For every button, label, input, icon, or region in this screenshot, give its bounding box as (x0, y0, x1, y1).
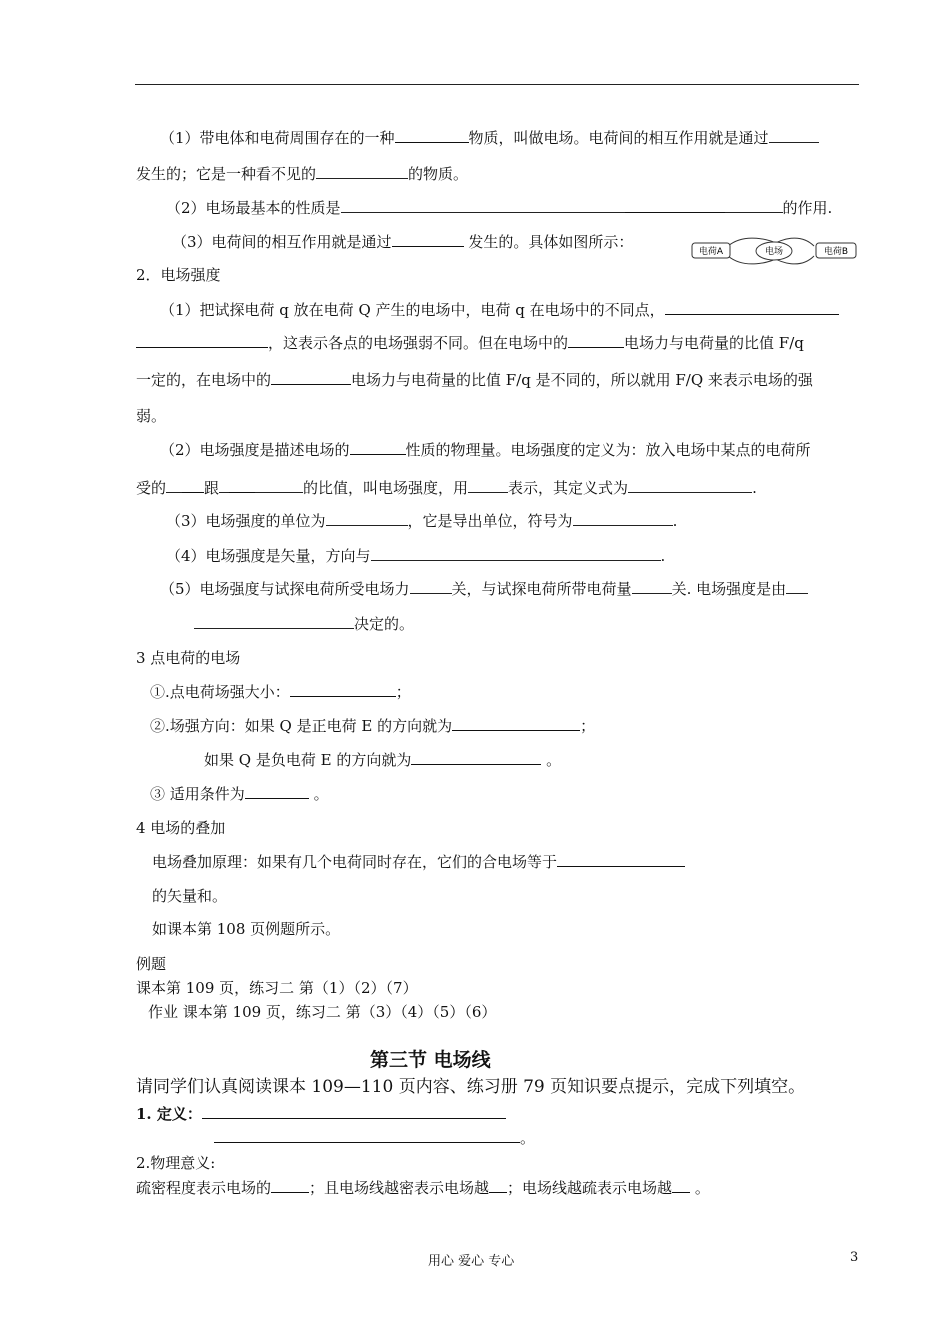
charge-a-label: 电荷A (698, 247, 724, 257)
blank[interactable] (557, 852, 685, 867)
examples-label: 例题 (136, 955, 167, 973)
blank[interactable] (194, 614, 354, 629)
examples-line1: 课本第 109 页，练习二 第（1）（2）（7） (136, 979, 418, 997)
s3-heading: 3 点电荷的电场 (136, 649, 241, 667)
s3-item1: ①.点电荷场强大小： ； (150, 683, 411, 701)
blank[interactable] (628, 478, 752, 493)
blank[interactable] (489, 1178, 507, 1193)
s2-line5: （2）电场强度是描述电场的 性质的物理量。电场强度的定义为：放入电场中某点的电荷所 (160, 441, 811, 459)
blank[interactable] (411, 750, 541, 765)
meaning-label: 2.物理意义: (136, 1154, 216, 1172)
s2-line8: （4）电场强度是矢量，方向与 . (166, 547, 666, 565)
page-number: 3 (850, 1250, 859, 1265)
section-title: 第三节 电场线 (370, 1049, 491, 1071)
blank[interactable] (271, 1178, 309, 1193)
blank[interactable] (672, 1178, 690, 1193)
s4-heading: 4 电场的叠加 (136, 819, 226, 837)
blank[interactable] (341, 198, 625, 213)
s2-line10: 决定的。 (194, 614, 414, 634)
blank[interactable] (452, 716, 580, 731)
blank[interactable] (769, 128, 819, 143)
blank[interactable] (371, 546, 661, 561)
blank[interactable] (468, 478, 508, 493)
blank[interactable] (202, 1104, 506, 1119)
meaning-line: 疏密程度表示电场的 ；且电场线越密表示电场越 ；电场线越疏表示电场越 。 (136, 1179, 710, 1197)
definition-line2: 。 (214, 1128, 535, 1148)
s4-line1: 电场叠加原理：如果有几个电荷同时存在，它们的合电场等于 (152, 852, 685, 872)
definition-line1: 1. 定义： (136, 1104, 506, 1124)
s4-line2: 的矢量和。 (152, 887, 228, 905)
s1-line4: （3）电荷间的相互作用就是通过 发生的。具体如图所示： (172, 233, 634, 251)
blank[interactable] (229, 478, 255, 493)
blank[interactable] (786, 579, 808, 594)
blank[interactable] (136, 333, 268, 348)
section-intro: 请同学们认真阅读课本 109—110 页内容、练习册 79 页知识要点提示，完成下列填空。 (136, 1077, 806, 1097)
s2-heading: 2．电场强度 (136, 266, 221, 284)
blank[interactable] (632, 579, 672, 594)
field-label: 电场 (764, 247, 784, 257)
blank[interactable] (166, 478, 182, 493)
blank[interactable] (271, 370, 351, 385)
s2-line2: ，这表示各点的电场强弱不同。但在电场中的 电场力与电荷量的比值 F/q (136, 333, 804, 353)
s2-line1: （1）把试探电荷 q 放在电荷 Q 产生的电场中，电荷 q 在电场中的不同点， (160, 300, 839, 320)
blank[interactable] (395, 128, 469, 143)
blank[interactable] (625, 198, 725, 213)
blank[interactable] (725, 198, 783, 213)
blank[interactable] (410, 579, 452, 594)
s1-line2: 发生的；它是一种看不见的 的物质。 (136, 165, 469, 183)
blank[interactable] (214, 1128, 520, 1143)
blank[interactable] (245, 784, 309, 799)
header-rule (135, 84, 859, 85)
blank[interactable] (290, 682, 396, 697)
s3-item4: ③ 适用条件为 。 (150, 785, 329, 803)
s1-line3: （2）电场最基本的性质是 的作用. (166, 199, 833, 217)
s2-line4: 弱。 (136, 407, 167, 425)
s2-line3: 一定的，在电场中的 电场力与电荷量的比值 F/q 是不同的，所以就用 F/Q 来表示电场的强 (136, 371, 813, 389)
blank[interactable] (219, 478, 229, 493)
charge-field-diagram (690, 236, 860, 266)
s4-line3: 如课本第 108 页例题所示。 (152, 920, 341, 938)
homework-line: 作业 课本第 109 页，练习二 第（3）（4）（5）（6） (148, 1003, 497, 1021)
s2-line6: 受的 跟 的比值，叫电场强度，用 表示，其定义式为 . (136, 479, 757, 497)
blank[interactable] (350, 440, 406, 455)
s3-item3: 如果 Q 是负电荷 E 的方向就为 。 (204, 751, 562, 769)
blank[interactable] (573, 511, 673, 526)
s1-line1: （1）带电体和电荷周围存在的一种 物质，叫做电场。电荷间的相互作用就是通过 (160, 128, 819, 148)
blank[interactable] (316, 164, 408, 179)
blank[interactable] (665, 300, 839, 315)
charge-b-label: 电荷B (823, 247, 849, 257)
blank[interactable] (326, 511, 408, 526)
footer-motto: 用心 爱心 专心 (428, 1254, 515, 1269)
blank[interactable] (568, 333, 624, 348)
blank[interactable] (182, 478, 204, 493)
blank[interactable] (392, 232, 464, 247)
blank[interactable] (255, 478, 303, 493)
s2-line9: （5）电场强度与试探电荷所受电场力 关，与试探电荷所带电荷量 关. 电场强度是由 (160, 579, 808, 599)
s3-item2: ②.场强方向：如果 Q 是正电荷 E 的方向就为 ； (150, 717, 596, 735)
s2-line7: （3）电场强度的单位为 ，它是导出单位，符号为 . (166, 512, 678, 530)
